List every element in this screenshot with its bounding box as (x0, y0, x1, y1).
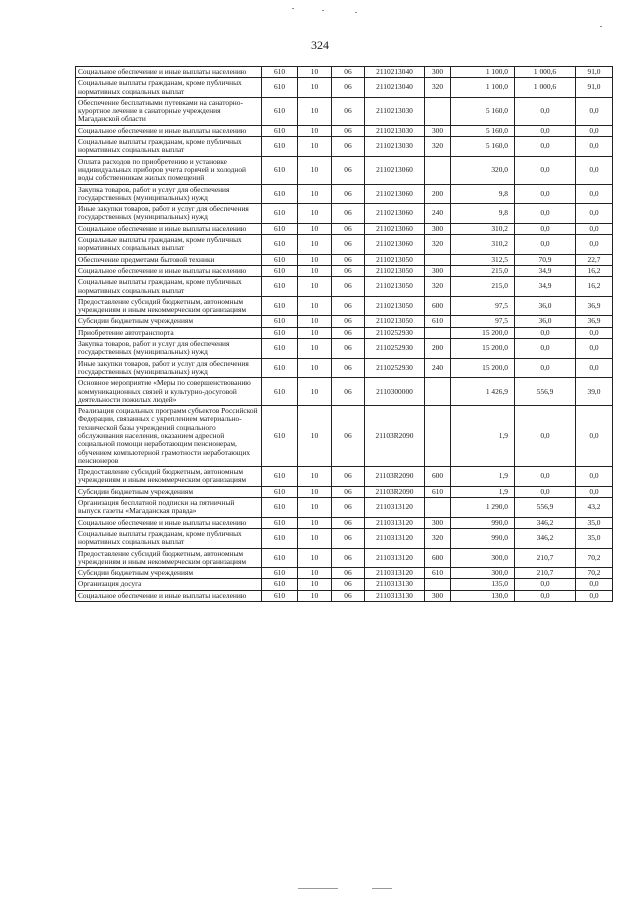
cell-name: Субсидии бюджетным учреждениям (76, 486, 262, 497)
cell-fact: 0,0 (515, 590, 576, 601)
cell-plan: 9,8 (451, 184, 515, 204)
cell-section: 10 (298, 548, 332, 568)
cell-name: Оплата расходов по приобретению и установке индивидуальных приборов учета горячей и холодной воды собственникам жилых помещений (76, 156, 262, 184)
table-row (76, 486, 613, 497)
cell-plan: 5 160,0 (451, 97, 515, 125)
table-row (76, 528, 613, 548)
table-row (76, 579, 613, 590)
cell-subsection: 06 (332, 467, 365, 487)
cell-percent: 36,9 (576, 316, 613, 327)
cell-expense-type: 300 (425, 67, 451, 78)
cell-subsection: 06 (332, 97, 365, 125)
cell-percent: 0,0 (576, 223, 613, 234)
cell-subsection: 06 (332, 486, 365, 497)
cell-section: 10 (298, 378, 332, 406)
scan-mark (600, 26, 602, 27)
cell-ved: 610 (262, 137, 298, 157)
cell-plan: 310,2 (451, 235, 515, 255)
cell-fact: 34,9 (515, 277, 576, 297)
cell-target-item: 2110252930 (365, 327, 425, 338)
cell-target-item: 2110213030 (365, 125, 425, 136)
cell-section: 10 (298, 78, 332, 98)
cell-subsection: 06 (332, 579, 365, 590)
cell-plan: 215,0 (451, 277, 515, 297)
cell-percent: 91,0 (576, 67, 613, 78)
cell-fact: 210,7 (515, 548, 576, 568)
cell-name: Организация досуга (76, 579, 262, 590)
cell-fact: 34,9 (515, 265, 576, 276)
cell-expense-type: 320 (425, 235, 451, 255)
cell-ved: 610 (262, 296, 298, 316)
cell-expense-type (425, 498, 451, 518)
cell-plan: 15 200,0 (451, 327, 515, 338)
cell-plan: 215,0 (451, 265, 515, 276)
cell-name: Социальное обеспечение и иные выплаты населению (76, 223, 262, 234)
cell-target-item: 21103R2090 (365, 406, 425, 467)
table-row (76, 316, 613, 327)
cell-subsection: 06 (332, 568, 365, 579)
cell-percent: 70,2 (576, 568, 613, 579)
table-row (76, 327, 613, 338)
cell-subsection: 06 (332, 498, 365, 518)
cell-fact: 1 000,6 (515, 67, 576, 78)
cell-percent: 43,2 (576, 498, 613, 518)
cell-subsection: 06 (332, 528, 365, 548)
cell-subsection: 06 (332, 265, 365, 276)
cell-ved: 610 (262, 378, 298, 406)
cell-fact: 0,0 (515, 223, 576, 234)
cell-fact: 1 000,6 (515, 78, 576, 98)
cell-subsection: 06 (332, 339, 365, 359)
cell-fact: 0,0 (515, 467, 576, 487)
cell-section: 10 (298, 327, 332, 338)
cell-percent: 0,0 (576, 406, 613, 467)
cell-target-item: 2110252930 (365, 358, 425, 378)
cell-ved: 610 (262, 517, 298, 528)
table-row (76, 498, 613, 518)
cell-expense-type (425, 156, 451, 184)
cell-expense-type: 320 (425, 277, 451, 297)
cell-fact: 0,0 (515, 125, 576, 136)
cell-target-item: 2110213040 (365, 78, 425, 98)
cell-percent: 22,7 (576, 254, 613, 265)
cell-target-item: 2110313120 (365, 498, 425, 518)
cell-ved: 610 (262, 67, 298, 78)
cell-section: 10 (298, 568, 332, 579)
cell-ved: 610 (262, 78, 298, 98)
cell-plan: 5 160,0 (451, 125, 515, 136)
cell-expense-type: 240 (425, 358, 451, 378)
cell-expense-type: 600 (425, 548, 451, 568)
table-row (76, 223, 613, 234)
cell-name: Иные закупки товаров, работ и услуг для обеспечения государственных (муниципальных) нужд (76, 358, 262, 378)
cell-percent: 0,0 (576, 204, 613, 224)
cell-percent: 16,2 (576, 277, 613, 297)
cell-plan: 320,0 (451, 156, 515, 184)
cell-section: 10 (298, 265, 332, 276)
cell-expense-type: 200 (425, 184, 451, 204)
cell-target-item: 21103R2090 (365, 467, 425, 487)
table-row (76, 358, 613, 378)
cell-plan: 130,0 (451, 590, 515, 601)
cell-fact: 0,0 (515, 235, 576, 255)
cell-expense-type (425, 579, 451, 590)
cell-plan: 1,9 (451, 406, 515, 467)
cell-subsection: 06 (332, 590, 365, 601)
cell-name: Предоставление субсидий бюджетным, автономным учреждениям и иным некоммерческим организациям (76, 548, 262, 568)
cell-target-item: 2110313120 (365, 528, 425, 548)
cell-expense-type: 300 (425, 517, 451, 528)
cell-target-item: 2110313130 (365, 590, 425, 601)
cell-name: Субсидии бюджетным учреждениям (76, 316, 262, 327)
cell-plan: 300,0 (451, 568, 515, 579)
cell-ved: 610 (262, 548, 298, 568)
cell-plan: 5 160,0 (451, 137, 515, 157)
cell-expense-type: 300 (425, 590, 451, 601)
cell-fact: 556,9 (515, 498, 576, 518)
cell-percent: 91,0 (576, 78, 613, 98)
cell-subsection: 06 (332, 277, 365, 297)
cell-subsection: 06 (332, 137, 365, 157)
cell-name: Основное мероприятие «Меры по совершенствованию коммуникационных связей и культурно-досуговой деятельности пожилых людей» (76, 378, 262, 406)
cell-section: 10 (298, 406, 332, 467)
cell-plan: 1 100,0 (451, 67, 515, 78)
cell-ved: 610 (262, 406, 298, 467)
table-row (76, 517, 613, 528)
cell-expense-type: 240 (425, 204, 451, 224)
cell-ved: 610 (262, 316, 298, 327)
table-row (76, 277, 613, 297)
table-row (76, 204, 613, 224)
cell-expense-type: 320 (425, 137, 451, 157)
cell-percent: 0,0 (576, 137, 613, 157)
cell-section: 10 (298, 254, 332, 265)
table-row (76, 265, 613, 276)
cell-name: Обеспечение предметами бытовой техники (76, 254, 262, 265)
cell-subsection: 06 (332, 358, 365, 378)
cell-target-item: 2110313120 (365, 548, 425, 568)
cell-target-item: 2110213050 (365, 316, 425, 327)
cell-section: 10 (298, 579, 332, 590)
cell-ved: 610 (262, 590, 298, 601)
cell-fact: 0,0 (515, 97, 576, 125)
cell-subsection: 06 (332, 67, 365, 78)
cell-name: Социальные выплаты гражданам, кроме публичных нормативных социальных выплат (76, 137, 262, 157)
cell-subsection: 06 (332, 406, 365, 467)
cell-target-item: 2110213050 (365, 296, 425, 316)
cell-expense-type: 320 (425, 528, 451, 548)
cell-expense-type: 610 (425, 568, 451, 579)
cell-expense-type: 300 (425, 125, 451, 136)
cell-ved: 610 (262, 486, 298, 497)
cell-fact: 0,0 (515, 358, 576, 378)
cell-ved: 610 (262, 339, 298, 359)
cell-subsection: 06 (332, 316, 365, 327)
cell-percent: 0,0 (576, 467, 613, 487)
cell-name: Организация бесплатной подписки на пятничный выпуск газеты «Магаданская правда» (76, 498, 262, 518)
cell-target-item: 2110213040 (365, 67, 425, 78)
cell-fact: 36,0 (515, 316, 576, 327)
cell-subsection: 06 (332, 296, 365, 316)
cell-fact: 0,0 (515, 339, 576, 359)
cell-name: Закупка товаров, работ и услуг для обеспечения государственных (муниципальных) нужд (76, 339, 262, 359)
table-row (76, 137, 613, 157)
cell-name: Социальные выплаты гражданам, кроме публичных нормативных социальных выплат (76, 78, 262, 98)
cell-fact: 70,9 (515, 254, 576, 265)
cell-target-item: 2110300000 (365, 378, 425, 406)
table-row (76, 548, 613, 568)
cell-section: 10 (298, 184, 332, 204)
cell-target-item: 2110213030 (365, 137, 425, 157)
cell-ved: 610 (262, 184, 298, 204)
cell-percent: 70,2 (576, 548, 613, 568)
cell-fact: 0,0 (515, 137, 576, 157)
cell-name: Иные закупки товаров, работ и услуг для обеспечения государственных (муниципальных) нужд (76, 204, 262, 224)
cell-name: Социальные выплаты гражданам, кроме публичных нормативных социальных выплат (76, 277, 262, 297)
table-row (76, 184, 613, 204)
cell-percent: 0,0 (576, 125, 613, 136)
cell-subsection: 06 (332, 254, 365, 265)
table-row (76, 296, 613, 316)
cell-percent: 36,9 (576, 296, 613, 316)
cell-subsection: 06 (332, 548, 365, 568)
cell-fact: 346,2 (515, 528, 576, 548)
scan-mark (355, 12, 357, 13)
cell-percent: 0,0 (576, 184, 613, 204)
cell-ved: 610 (262, 254, 298, 265)
cell-name: Предоставление субсидий бюджетным, автономным учреждениям и иным некоммерческим организациям (76, 296, 262, 316)
cell-percent: 35,0 (576, 517, 613, 528)
table-row (76, 125, 613, 136)
cell-percent: 0,0 (576, 235, 613, 255)
table-row (76, 97, 613, 125)
scan-line (372, 888, 392, 889)
cell-percent: 0,0 (576, 579, 613, 590)
cell-fact: 0,0 (515, 204, 576, 224)
scan-mark (292, 8, 294, 9)
cell-section: 10 (298, 235, 332, 255)
cell-ved: 610 (262, 327, 298, 338)
cell-section: 10 (298, 498, 332, 518)
cell-target-item: 2110213060 (365, 235, 425, 255)
cell-expense-type: 610 (425, 486, 451, 497)
cell-ved: 610 (262, 97, 298, 125)
cell-section: 10 (298, 223, 332, 234)
cell-name: Социальное обеспечение и иные выплаты населению (76, 67, 262, 78)
cell-target-item: 2110213060 (365, 184, 425, 204)
cell-section: 10 (298, 517, 332, 528)
cell-percent: 0,0 (576, 156, 613, 184)
table-row (76, 78, 613, 98)
cell-ved: 610 (262, 235, 298, 255)
cell-section: 10 (298, 590, 332, 601)
cell-subsection: 06 (332, 78, 365, 98)
cell-name: Социальное обеспечение и иные выплаты населению (76, 125, 262, 136)
cell-section: 10 (298, 97, 332, 125)
cell-expense-type (425, 406, 451, 467)
cell-plan: 310,2 (451, 223, 515, 234)
cell-section: 10 (298, 137, 332, 157)
table-body (76, 67, 613, 602)
cell-name: Предоставление субсидий бюджетным, автономным учреждениям и иным некоммерческим организациям (76, 467, 262, 487)
cell-section: 10 (298, 467, 332, 487)
cell-section: 10 (298, 204, 332, 224)
cell-plan: 97,5 (451, 316, 515, 327)
cell-target-item: 2110213050 (365, 254, 425, 265)
cell-name: Социальные выплаты гражданам, кроме публичных нормативных социальных выплат (76, 528, 262, 548)
cell-plan: 1 290,0 (451, 498, 515, 518)
cell-target-item: 2110313120 (365, 568, 425, 579)
table-row (76, 568, 613, 579)
cell-plan: 15 200,0 (451, 358, 515, 378)
table-row (76, 156, 613, 184)
cell-target-item: 2110213030 (365, 97, 425, 125)
cell-plan: 312,5 (451, 254, 515, 265)
cell-expense-type (425, 378, 451, 406)
cell-ved: 610 (262, 467, 298, 487)
cell-percent: 16,2 (576, 265, 613, 276)
table-row (76, 406, 613, 467)
cell-name: Закупка товаров, работ и услуг для обеспечения государственных (муниципальных) нужд (76, 184, 262, 204)
cell-percent: 0,0 (576, 97, 613, 125)
cell-expense-type (425, 327, 451, 338)
cell-section: 10 (298, 358, 332, 378)
cell-section: 10 (298, 125, 332, 136)
cell-target-item: 21103R2090 (365, 486, 425, 497)
scan-mark (322, 10, 324, 11)
cell-target-item: 2110213060 (365, 156, 425, 184)
cell-expense-type (425, 97, 451, 125)
cell-fact: 36,0 (515, 296, 576, 316)
cell-percent: 35,0 (576, 528, 613, 548)
cell-section: 10 (298, 528, 332, 548)
cell-percent: 0,0 (576, 339, 613, 359)
cell-plan: 1,9 (451, 467, 515, 487)
cell-plan: 9,8 (451, 204, 515, 224)
table-row (76, 254, 613, 265)
cell-name: Социальное обеспечение и иные выплаты населению (76, 265, 262, 276)
cell-ved: 610 (262, 125, 298, 136)
cell-fact: 346,2 (515, 517, 576, 528)
cell-subsection: 06 (332, 156, 365, 184)
cell-subsection: 06 (332, 125, 365, 136)
cell-plan: 1 426,9 (451, 378, 515, 406)
cell-ved: 610 (262, 223, 298, 234)
cell-plan: 990,0 (451, 517, 515, 528)
cell-target-item: 2110313130 (365, 579, 425, 590)
cell-ved: 610 (262, 498, 298, 518)
cell-fact: 0,0 (515, 327, 576, 338)
cell-percent: 0,0 (576, 327, 613, 338)
cell-target-item: 2110213060 (365, 204, 425, 224)
cell-target-item: 2110213050 (365, 277, 425, 297)
cell-expense-type: 600 (425, 467, 451, 487)
cell-fact: 0,0 (515, 486, 576, 497)
cell-ved: 610 (262, 204, 298, 224)
cell-section: 10 (298, 156, 332, 184)
cell-section: 10 (298, 296, 332, 316)
cell-name: Социальные выплаты гражданам, кроме публичных нормативных социальных выплат (76, 235, 262, 255)
cell-fact: 0,0 (515, 579, 576, 590)
cell-subsection: 06 (332, 327, 365, 338)
cell-subsection: 06 (332, 235, 365, 255)
cell-target-item: 2110313120 (365, 517, 425, 528)
cell-ved: 610 (262, 156, 298, 184)
cell-target-item: 2110252930 (365, 339, 425, 359)
cell-plan: 300,0 (451, 548, 515, 568)
table-row (76, 67, 613, 78)
cell-expense-type: 600 (425, 296, 451, 316)
cell-section: 10 (298, 67, 332, 78)
table-row (76, 235, 613, 255)
cell-name: Обеспечение бесплатными путевками на санаторно-курортное лечение в санаторные учреждения Магаданской области (76, 97, 262, 125)
cell-percent: 0,0 (576, 486, 613, 497)
page-number: 324 (311, 38, 329, 52)
cell-fact: 556,9 (515, 378, 576, 406)
cell-name: Реализация социальных программ субъектов Российской Федерации, связанных с укреплением материально-технической базы учреждений социального обслуживания населения, оказанием адресной социальной помощи неработающим пенсионерам, обучением компьютерной грамотности неработающих пенсионеров (76, 406, 262, 467)
cell-percent: 39,0 (576, 378, 613, 406)
cell-plan: 97,5 (451, 296, 515, 316)
cell-fact: 0,0 (515, 184, 576, 204)
cell-expense-type: 300 (425, 223, 451, 234)
budget-table (75, 66, 613, 602)
cell-percent: 0,0 (576, 358, 613, 378)
cell-ved: 610 (262, 579, 298, 590)
cell-subsection: 06 (332, 184, 365, 204)
cell-subsection: 06 (332, 517, 365, 528)
cell-name: Приобретение автотранспорта (76, 327, 262, 338)
cell-ved: 610 (262, 568, 298, 579)
cell-plan: 135,0 (451, 579, 515, 590)
cell-plan: 15 200,0 (451, 339, 515, 359)
cell-section: 10 (298, 277, 332, 297)
cell-subsection: 06 (332, 378, 365, 406)
cell-fact: 0,0 (515, 156, 576, 184)
cell-ved: 610 (262, 528, 298, 548)
cell-fact: 0,0 (515, 406, 576, 467)
table-row (76, 378, 613, 406)
cell-name: Социальное обеспечение и иные выплаты населению (76, 517, 262, 528)
cell-plan: 1,9 (451, 486, 515, 497)
cell-expense-type: 610 (425, 316, 451, 327)
cell-expense-type: 200 (425, 339, 451, 359)
cell-section: 10 (298, 339, 332, 359)
cell-target-item: 2110213050 (365, 265, 425, 276)
cell-ved: 610 (262, 265, 298, 276)
cell-subsection: 06 (332, 223, 365, 234)
cell-ved: 610 (262, 358, 298, 378)
cell-expense-type (425, 254, 451, 265)
cell-expense-type: 300 (425, 265, 451, 276)
cell-name: Социальное обеспечение и иные выплаты населению (76, 590, 262, 601)
cell-ved: 610 (262, 277, 298, 297)
cell-subsection: 06 (332, 204, 365, 224)
cell-section: 10 (298, 486, 332, 497)
cell-target-item: 2110213060 (365, 223, 425, 234)
table-row (76, 339, 613, 359)
table-row (76, 467, 613, 487)
cell-percent: 0,0 (576, 590, 613, 601)
cell-expense-type: 320 (425, 78, 451, 98)
cell-plan: 1 100,0 (451, 78, 515, 98)
cell-plan: 990,0 (451, 528, 515, 548)
cell-section: 10 (298, 316, 332, 327)
scan-line (298, 888, 338, 889)
cell-fact: 210,7 (515, 568, 576, 579)
table-row (76, 590, 613, 601)
cell-name: Субсидии бюджетным учреждениям (76, 568, 262, 579)
